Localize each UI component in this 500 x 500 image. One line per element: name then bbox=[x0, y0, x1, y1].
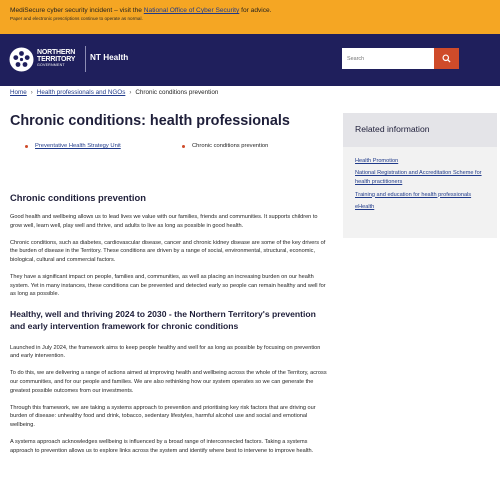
paragraph: Good health and wellbeing allows us to lead lives we value with our families, friends and communities. It supports children to grow well, learn well, play well and thrive, and adults to live as long as possible in good health. bbox=[10, 214, 318, 229]
related-link-health-promotion[interactable]: Health Promotion bbox=[355, 158, 399, 164]
header-divider bbox=[85, 46, 86, 72]
chronic-conditions-prevention-link[interactable]: Chronic conditions prevention bbox=[192, 143, 269, 149]
breadcrumb-current: Chronic conditions prevention bbox=[135, 89, 219, 96]
logo-wordmark bbox=[37, 50, 75, 68]
related-link-nras[interactable]: National Registration and Accreditation Scheme for health practitioners bbox=[355, 170, 482, 186]
section-heading-framework: Healthy, well and thriving 2024 to 2030 - the Northern Territory's prevention and early intervention framework for chronic conditions bbox=[10, 308, 316, 332]
related-link-ehealth[interactable]: eHealth bbox=[355, 203, 375, 210]
breadcrumb-home[interactable]: Home bbox=[10, 89, 27, 96]
paragraph: A systems approach acknowledges wellbeing is influenced by a broad range of interconnected factors. Taking a systems approach to prevention allows us to explore links across the system and identify where best to intervene to improve health. bbox=[10, 439, 314, 454]
chevron-right-icon: › bbox=[129, 89, 132, 96]
nt-government-logo[interactable] bbox=[9, 45, 85, 73]
logo-mark-icon bbox=[9, 47, 34, 72]
logo-line-3: GOVERNMENT bbox=[37, 63, 65, 68]
chevron-right-icon: › bbox=[30, 89, 33, 96]
alert-text-suffix: for advice. bbox=[239, 7, 272, 14]
search-input[interactable] bbox=[342, 48, 434, 69]
paragraph: To do this, we are delivering a range of actions aimed at improving health and wellbeing across the whole of the Territory, across our communities, and for our people and families. We are also rethinking how our system operates so we can generate the greatest possible outcomes from our investments. bbox=[10, 370, 327, 394]
breadcrumb bbox=[10, 89, 218, 96]
paragraph: They have a significant impact on people, families and, communities, as well as placing an increasing burden on our health system. Yet in many instances, these conditions can be prevented and detected early so people can remain healthy and well for as long as possible. bbox=[10, 274, 326, 298]
related-information-panel bbox=[343, 113, 497, 238]
section-heading-prevention: Chronic conditions prevention bbox=[10, 192, 146, 203]
related-information-title: Related information bbox=[343, 113, 497, 147]
paragraph: Launched in July 2024, the framework aims to keep people healthy and well for as long as possible by focusing on prevention and early intervention. bbox=[10, 344, 321, 360]
alert-banner bbox=[0, 0, 500, 34]
alert-text-prefix: MediSecure cyber security incident – visit the bbox=[10, 7, 144, 14]
page-title: Chronic conditions: health professionals bbox=[10, 113, 290, 129]
in-page-link-item bbox=[25, 143, 121, 149]
preventative-health-strategy-link[interactable]: Preventative Health Strategy Unit bbox=[35, 143, 121, 149]
paragraph: Through this framework, we are taking a systems approach to prevention and prioritising key risk factors that are driving our burden of disease: unhealthy food and drink, tobacco, sedentary lifestyles, harmful alcohol use and social and emotional wellbeing. bbox=[10, 404, 316, 428]
paragraph: Chronic conditions, such as diabetes, cardiovascular disease, cancer and chronic kidney disease are some of the key drivers of the burden of disease in the Territory. These conditions are driven by a range of social, environmental, structural, economic, biological, cultural and commercial factors. bbox=[10, 239, 326, 263]
bullet-icon bbox=[182, 145, 185, 148]
search-icon bbox=[442, 50, 451, 68]
main-content bbox=[10, 192, 330, 464]
related-link-training[interactable]: Training and education for health professionals bbox=[355, 191, 472, 198]
logo-line-1: NORTHERN bbox=[37, 48, 76, 56]
alert-message bbox=[10, 6, 500, 15]
alert-subtext: Paper and electronic prescriptions continue to operate as normal. bbox=[10, 16, 143, 21]
search-button[interactable] bbox=[434, 48, 459, 69]
cyber-security-link[interactable]: National Office of Cyber Security bbox=[143, 7, 240, 14]
breadcrumb-health-professionals[interactable]: Health professionals and NGOs bbox=[36, 89, 126, 96]
related-links-list bbox=[343, 147, 497, 212]
logo-line-2: TERRITORY bbox=[37, 55, 76, 63]
in-page-link-item bbox=[182, 143, 268, 149]
bullet-icon bbox=[25, 145, 28, 148]
site-name[interactable]: NT Health bbox=[90, 53, 129, 62]
